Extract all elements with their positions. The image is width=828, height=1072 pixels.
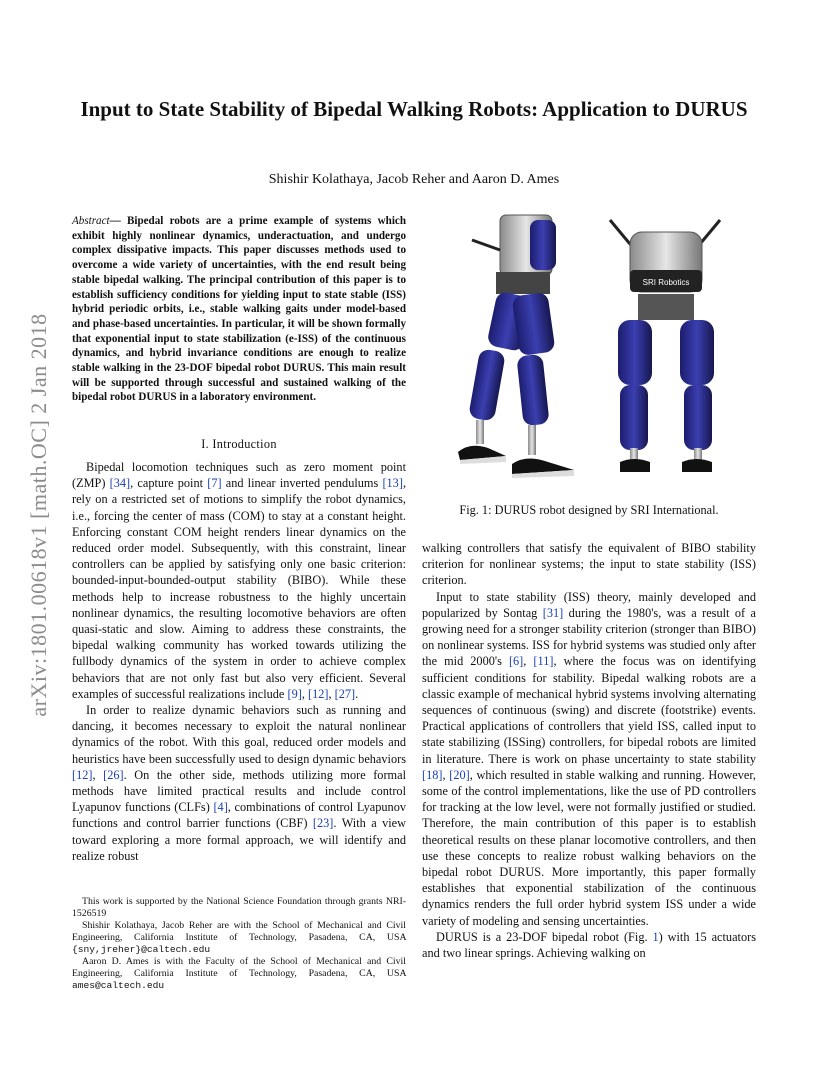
robot-front-view: [610, 220, 720, 472]
authors: Shishir Kolathaya, Jacob Reher and Aaron D. Ames: [268, 172, 560, 187]
email-2[interactable]: ames@caltech.edu: [72, 980, 165, 991]
citation-link[interactable]: [6]: [508, 654, 524, 669]
paragraph-text: , rely on a restricted set of motions to simplify the robot dynamics, i.e., forcing the center of mass (COM) to stay at a constant height. Enforcing constant COM height renders linear dynamics on the reduced order model. Subsequently, with this constraint, linear controllers can be applied by satisfying only one basic criterion: bounded-input-bounded-output stability (BIBO). While these methods help to increase robustness to the highly uncertain nonlinear dynamics, the resulting locomotive behaviors are often quasi-static and slow. Aiming to address these constraints, the bipedal walking community has worked towards utilizing the fullbody dynamics of the system in order to achieve complex behaviors that are not only fast but also very efficient. Several examples of successful realizations include: [72, 476, 407, 701]
section-heading: I. Introduction: [201, 437, 277, 451]
citation-link[interactable]: [12]: [307, 686, 329, 701]
paragraph-text: Input to state stability (ISS) theory, mainly developed and popularized by Sontag: [422, 589, 756, 620]
paragraph-text: In order to realize dynamic behaviors such as running and dancing, it becomes necessary to exploit the natural nonlinear dynamics of the robot. With this goal, reduced order models and heuristics have been successfully used to design dynamic behaviors: [72, 703, 406, 766]
paragraph-text: ) with 15 actuators and two linear springs. Achieving walking on: [422, 929, 756, 961]
intro-paragraph-1: [72, 459, 406, 702]
robot-brand-label: SRI Robotics: [642, 278, 690, 287]
figure-caption: Fig. 1: DURUS robot designed by SRI International.: [459, 503, 719, 517]
citation-link[interactable]: [9]: [287, 686, 302, 701]
paragraph-text: ,: [301, 686, 308, 701]
paragraph-text: , capture point: [130, 476, 208, 491]
abstract-label: Abstract: [72, 215, 110, 227]
paragraph-text: , combinations of control Lyapunov functions and control barrier functions (CBF): [72, 800, 407, 831]
robot-side-view: [458, 215, 574, 478]
footnotes: [72, 896, 406, 992]
citation-link[interactable]: [23]: [312, 816, 334, 831]
citation-link[interactable]: 1: [652, 929, 659, 944]
footnote-funding: This work is supported by the National Science Foundation through grants NRI-1526519: [72, 896, 406, 919]
paragraph-text: . On the other side, methods utilizing more formal methods have limited practical results and include control Lyapunov functions (CLFs): [72, 767, 406, 815]
citation-link[interactable]: [12]: [72, 767, 93, 782]
footnote-affiliation-1: Shishir Kolathaya, Jacob Reher are with the School of Mechanical and Civil Engineering, California Institute of Technology, Pasadena, CA, USA {sny,jreher}@caltech.edu: [72, 920, 406, 955]
paragraph-text: ,: [92, 767, 104, 782]
email-1[interactable]: {sny,jreher}@caltech.edu: [72, 944, 211, 955]
right-paragraph-0: walking controllers that satisfy the equivalent of BIBO stability criterion for nonlinear systems; the input to state stability (ISS) criterion.: [422, 541, 756, 588]
footnote-affiliation-2: Aaron D. Ames is with the Faculty of the School of Mechanical and Civil Engineering, California Institute of Technology, Pasadena, CA, USA ames@caltech.edu: [72, 956, 406, 991]
citation-link[interactable]: [4]: [213, 800, 228, 815]
citation-link[interactable]: [13]: [382, 476, 403, 491]
paragraph-text: , where the focus was on identifying sufficient conditions for stability. Bipedal walking robots are a classic example of mechanical hybrid systems involving alternating sequences of continuous (swing) and discrete (footstrike) events. Practical applications of controllers that yield ISS, called input to state stabilizing (ISSing) controllers, for bipedal robots are limited in literature. There is work on phase uncertainty to state stability: [422, 654, 756, 766]
arxiv-sidebar: [15, 280, 63, 750]
paragraph-text: . With a view toward exploring a more formal approach, we will identify and realize robust: [72, 816, 407, 863]
citation-link[interactable]: [11]: [533, 654, 554, 669]
citation-link[interactable]: [18]: [422, 767, 443, 782]
intro-text: [72, 459, 406, 864]
citation-link[interactable]: [26]: [103, 767, 124, 782]
durus-robot-figure: [450, 210, 740, 500]
citation-link[interactable]: [27]: [334, 686, 356, 701]
paragraph-text: , which resulted in stable walking and running. However, some of the control implementations, like the use of PD controllers for tracking at the low level, were not formally justified or studied. Therefore, the main contribution of this paper is to establish theoretical results on these planar locomotive controllers, and then use these concepts to realize robust walking behaviors on the bipedal robot DURUS. More importantly, this paper formally establishes that exponential stabilization of the continuous dynamics renders the full order hybrid system ISS under a wide variety of modeling and sensing uncertainties.: [422, 767, 756, 928]
paragraph-text: ,: [523, 654, 534, 669]
citation-link[interactable]: [20]: [449, 767, 470, 782]
paragraph-text: and linear inverted pendulums: [221, 476, 383, 491]
right-column-text: [422, 540, 756, 961]
paper-title: Input to State Stability of Bipedal Walking Robots: Application to DURUS: [80, 97, 748, 121]
paragraph-text: during the 1980's, was a result of a growing need for a stronger stability criterion (stronger than BIBO) on nonlinear systems. ISS for hybrid systems was studied only after the mid 2000's: [422, 605, 756, 669]
abstract-text: Bipedal robots are a prime example of systems which exhibit highly nonlinear dynamics, underactuation, and undergo complex dissipative impacts. This paper discusses methods used to overcome a wide variety of uncertainties, with the end result being stable bipedal walking. The principal contribution of this paper is to establish sufficiency conditions for yielding input to state stable (ISS) hybrid periodic orbits, i.e., stable walking gaits under model-based and phase-based uncertainties. In particular, it will be shown formally that exponential input to state stabilization (e-ISS) of the continuous dynamics, and hybrid invariance conditions are enough to realize stable walking in the 23-DOF bipedal robot DURUS. This main result will be supported through successful and sustained walking of the bipedal robot DURUS in a laboratory environment.: [72, 215, 406, 404]
paragraph-text: DURUS is a 23-DOF bipedal robot (Fig.: [436, 929, 653, 944]
paragraph-text: ,: [328, 686, 335, 701]
paragraph-text: ,: [442, 767, 450, 782]
paragraph-text: Bipedal locomotion techniques such as zero moment point (ZMP): [72, 460, 406, 491]
intro-paragraph-2: [72, 702, 406, 864]
right-paragraph-2: [422, 929, 756, 961]
citation-link[interactable]: [31]: [542, 605, 564, 620]
citation-link[interactable]: [34]: [109, 476, 131, 491]
right-paragraph-1: [422, 589, 756, 929]
citation-link[interactable]: [7]: [207, 476, 222, 491]
paragraph-text: .: [355, 686, 359, 701]
arxiv-id: arXiv:1801.00618v1 [math.OC] 2 Jan 2018: [26, 313, 51, 717]
abstract: Abstract— Bipedal robots are a prime example of systems which exhibit highly nonlinear dynamics, underactuation, and undergo complex dissipative impacts. This paper discusses methods used to overcome a wide variety of uncertainties, with the end result being stable bipedal walking. The principal contribution of this paper is to establish sufficiency conditions for yielding input to state stable (ISS) hybrid periodic orbits, i.e., stable walking gaits under model-based and phase-based uncertainties. In particular, it will be shown formally that exponential input to state stabilization (e-ISS) of the continuous dynamics, and hybrid invariance conditions are enough to realize stable walking in the 23-DOF bipedal robot DURUS. This main result will be supported through successful and sustained walking of the bipedal robot DURUS in a laboratory environment.: [72, 215, 406, 404]
